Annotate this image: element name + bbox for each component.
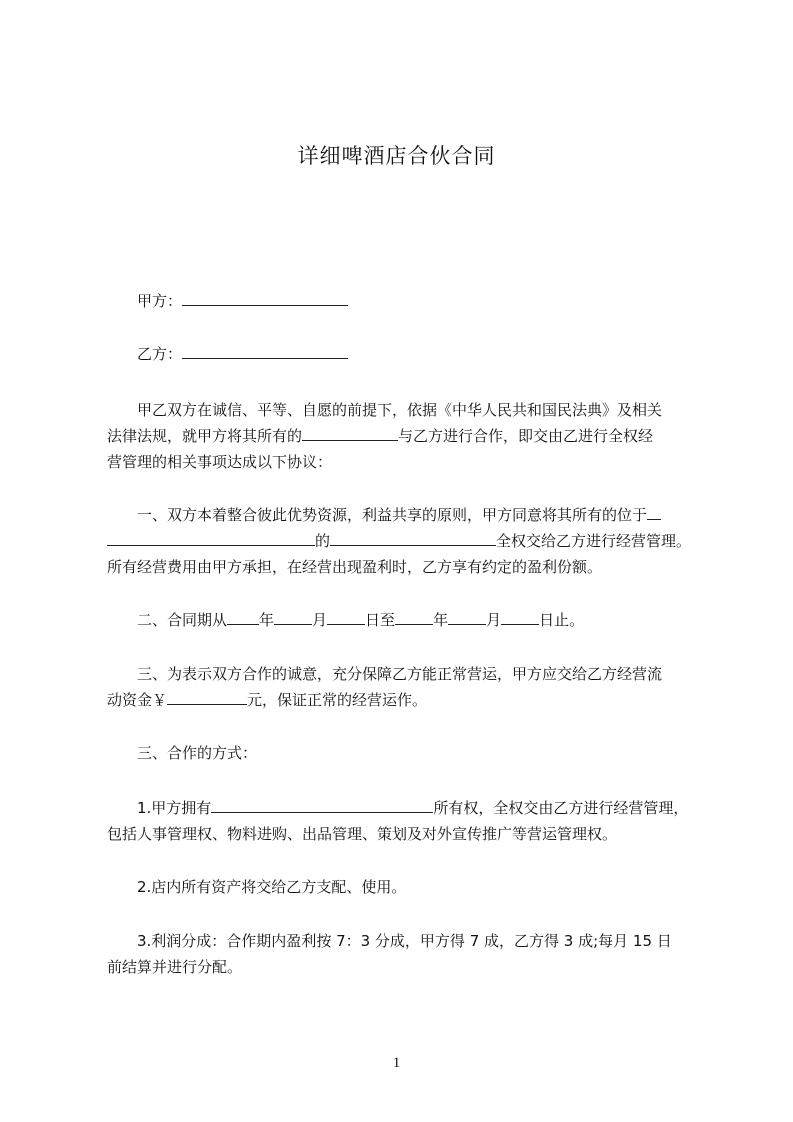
- end-year-blank: [395, 610, 433, 625]
- property-blank: [302, 426, 398, 441]
- location-blank-b: [107, 531, 315, 546]
- end-month-blank: [448, 610, 486, 625]
- clause1-line-2: [107, 531, 691, 551]
- clause3-line-2b: 元，保证正常的经营运作。: [247, 691, 428, 709]
- clause2-prefix: 二、合同期从: [137, 611, 228, 629]
- start-year-blank: [227, 610, 259, 625]
- intro-line-1: 甲乙双方在诚信、平等、自愿的前提下，依据《中华人民共和国民法典》及相关: [137, 401, 663, 419]
- clause2-year1: 年: [259, 611, 275, 629]
- clause2-line: [137, 610, 584, 630]
- clause1-line-1: [137, 505, 661, 525]
- item2-line: 2.店内所有资产将交给乙方支配、使用。: [137, 878, 407, 896]
- item3-line-1: 3.利润分成：合作期内盈利按 7：3 分成，甲方得 7 成，乙方得 3 成;每月 15 日: [137, 932, 672, 950]
- clause2-day2: 日止。: [539, 611, 585, 629]
- amount-blank: [167, 690, 247, 705]
- party-b-line: [137, 344, 348, 364]
- document-title: 详细啤酒店合伙合同: [297, 144, 496, 168]
- location-blank-a: [647, 505, 661, 520]
- item1-line-2: 包括人事管理权、物料进购、出品管理、策划及对外宣传推广等营运管理权。: [107, 825, 618, 843]
- clause1-line-1-text: 一、双方本着整合彼此优势资源，利益共享的原则，甲方同意将其所有的位于: [137, 506, 648, 524]
- start-month-blank: [274, 610, 312, 625]
- intro-line-2a: 法律法规，就甲方将其所有的: [107, 427, 303, 445]
- item1-text-a: 1.甲方拥有: [137, 799, 212, 817]
- party-a-line: [137, 291, 348, 311]
- end-day-blank: [501, 610, 539, 625]
- clause1-line-2a: 的: [315, 532, 331, 550]
- intro-line-3: 营管理的相关事项达成以下协议：: [107, 453, 333, 471]
- clause3-line-2a: 动资金￥: [107, 691, 168, 709]
- page-number: 1: [392, 1055, 401, 1071]
- item1-line-1: [137, 798, 688, 818]
- cooperation-heading: 三、合作的方式：: [137, 744, 258, 762]
- party-b-label: 乙方：: [137, 345, 183, 363]
- clause2-day1: 日至: [365, 611, 396, 629]
- clause2-month1: 月: [312, 611, 328, 629]
- ownership-blank: [211, 798, 433, 813]
- clause1-line-3: 所有经营费用由甲方承担，在经营出现盈利时，乙方享有约定的盈利份额。: [107, 558, 603, 576]
- party-a-label: 甲方：: [137, 292, 183, 310]
- item1-text-b: 所有权，全权交由乙方进行经营管理，: [433, 799, 689, 817]
- clause1-line-2b: 全权交给乙方进行经营管理。: [496, 532, 692, 550]
- clause3-line-1: 三、为表示双方合作的诚意，充分保障乙方能正常营运，甲方应交给乙方经营流: [137, 665, 663, 683]
- party-a-blank: [182, 291, 348, 306]
- intro-line-2b: 与乙方进行合作，即交由乙进行全权经: [398, 427, 654, 445]
- clause2-month2: 月: [486, 611, 502, 629]
- party-b-blank: [182, 344, 348, 359]
- intro-line-2: [107, 426, 653, 446]
- premises-blank: [330, 531, 496, 546]
- clause3-line-2: [107, 690, 427, 710]
- clause2-year2: 年: [433, 611, 449, 629]
- item3-line-2: 前结算并进行分配。: [107, 958, 243, 976]
- start-day-blank: [327, 610, 365, 625]
